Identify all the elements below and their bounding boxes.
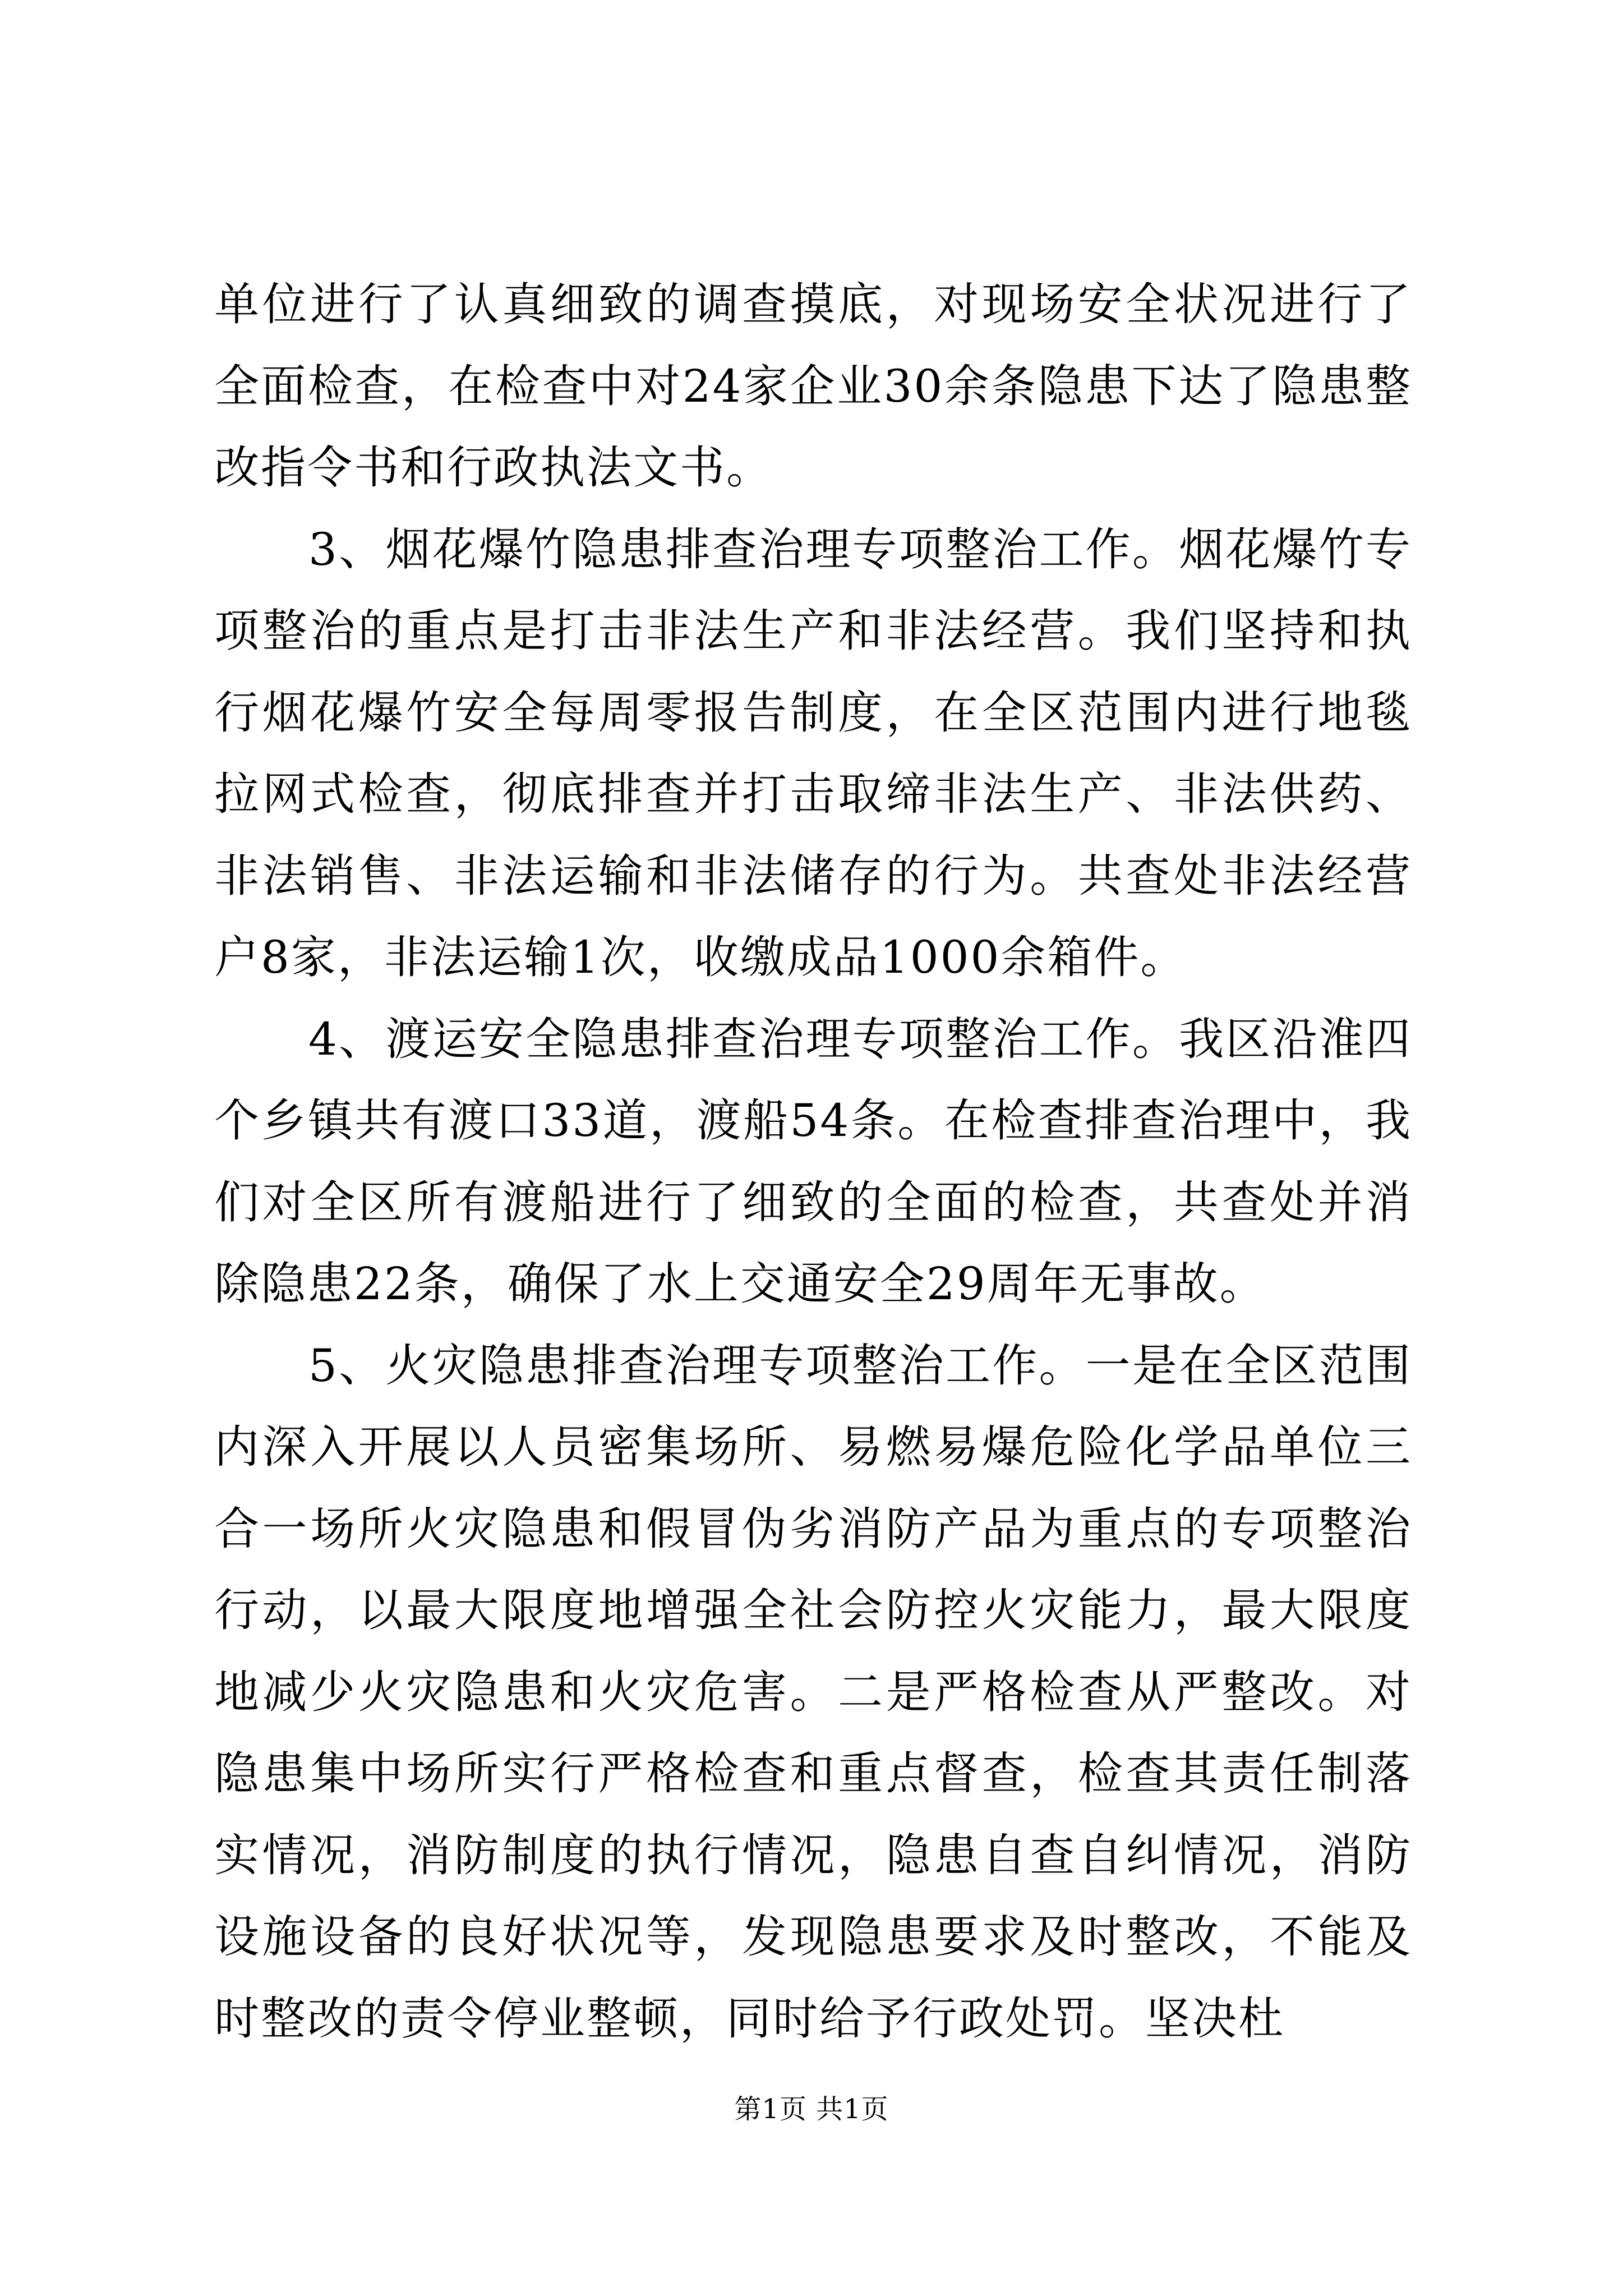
document-body [214,264,1412,2059]
paragraph-fireworks: 3、烟花爆竹隐患排查治理专项整治工作。烟花爆竹专项整治的重点是打击非法生产和非法经营。我们坚持和执行烟花爆竹安全每周零报告制度，在全区范围内进行地毯拉网式检查，彻底排查并打击取缔非法生产、非法供药、非法销售、非法运输和非法储存的行为。共查处非法经营户8家，非法运输1次，收缴成品1000余箱件。 [214,523,1412,983]
paragraph-fire-hazard: 5、火灾隐患排查治理专项整治工作。一是在全区范围内深入开展以人员密集场所、易燃易爆危险化学品单位三合一场所火灾隐患和假冒伪劣消防产品为重点的专项整治行动，以最大限度地增强全社会防控火灾能力，最大限度地减少火灾隐患和火灾危害。二是严格检查从严整改。对隐患集中场所实行严格检查和重点督查，检查其责任制落实情况，消防制度的执行情况，隐患自查自纠情况，消防设施设备的良好状况等，发现隐患要求及时整改，不能及时整改的责令停业整顿，同时给予行政处罚。坚决杜 [214,1339,1412,2045]
page-number-label: 第1页 共1页 [734,2093,889,2125]
page-footer [0,2092,1623,2126]
paragraph-ferry-safety: 4、渡运安全隐患排查治理专项整治工作。我区沿淮四个乡镇共有渡口33道，渡船54条。在检查排查治理中，我们对全区所有渡船进行了细致的全面的检查，共查处并消除隐患22条，确保了水上交通安全29周年无事故。 [214,1013,1412,1310]
paragraph-continuation: 单位进行了认真细致的调查摸底，对现场安全状况进行了全面检查，在检查中对24家企业30余条隐患下达了隐患整改指令书和行政执法文书。 [214,278,1412,494]
